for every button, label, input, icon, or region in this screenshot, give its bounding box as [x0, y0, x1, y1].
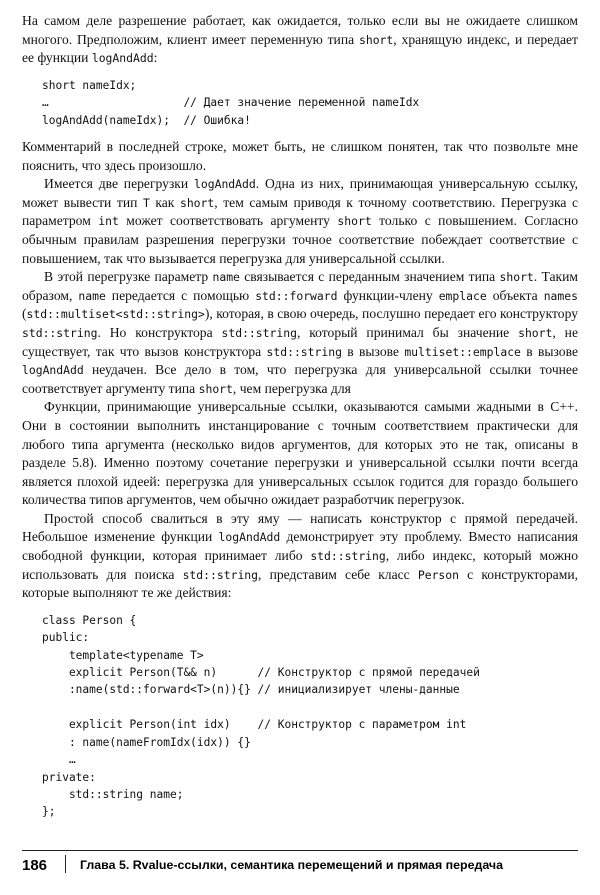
page-number: 186: [22, 857, 48, 874]
footer-divider: [65, 855, 66, 873]
page-body: [22, 12, 578, 830]
paragraph-3: Имеется две перегрузки logAndAdd. Одна из них, принимающая универсальную ссылку, может вывести тип T как short, тем самым приводя к точному соответствию. Перегрузка с параметром int может соответствовать аргументу short только с повышением. Согласно обычным правилам разрешения перегрузки точное соответствие побеждает соответствие с повышением, так что вызывается перегрузка для универсальной ссылки.: [22, 176, 578, 266]
chapter-title: Глава 5. Rvalue-ссылки, семантика перемещений и прямая передача: [80, 858, 503, 872]
paragraph-6: Простой способ свалиться в эту яму — написать конструктор с прямой передачей. Небольшое изменение функции logAndAdd демонстрирует эту проблему. Вместо написания свободной функции, которая принимает либо std::string, либо индекс, который можно использовать для поиска std::string, представим себе класс Person с конструкторами, которые выполняют те же действия:: [22, 510, 579, 601]
code-block-1: short nameIdx; … // Дает значение переменной nameIdx logAndAdd(nameIdx); // Ошибка!: [42, 78, 420, 127]
paragraph-5: Функции, принимающие универсальные ссылки, оказываются самыми жадными в C++. Они в состоянии выполнить инстанцирование с точным соответствием практически для любого типа аргумента (несколько видов аргументов, для которых это не так, описаны в разделе 5.8). Именно поэтому сочетание перегрузки и универсальной ссылки почти всегда является плохой идеей: перегрузка для универсальных ссылок годится для гораздо большего количества типов аргументов, чем обычно ожидает разработчик перегрузок.: [22, 399, 578, 508]
paragraph-1: На самом деле разрешение работает, как ожидается, только если вы не ожидаете слишком многого. Предположим, клиент имеет переменную типа short, хранящую индекс, и передает ее функции logAndAdd:: [22, 13, 578, 66]
paragraph-2: Комментарий в последней строке, может быть, не слишком понятен, так что позвольте мне пояснить, что здесь произошло.: [22, 139, 578, 173]
code-block-2: class Person { public: template<typename T> explicit Person(T&& n) // Конструктор с прямой передачей :name(std::forward<T>(n)){} // инициализирует члены-данные explicit Person(int idx) // Конструктор с параметром int : name(nameFromIdx(idx)) {} … private: std::string name; };: [42, 613, 480, 819]
page-footer: [22, 850, 578, 875]
paragraph-4: В этой перегрузке параметр name связывается с переданным значением типа short. Таким образом, name передается с помощью std::forward функции-члену emplace объекта names (std::multiset<std::string>), которая, в свою очередь, послушно передает его конструктору std::string. Но конструктора std::string, который принимал бы значение short, не существует, так что вызов конструктора std::string в вызове multiset::emplace в вызове logAndAdd неудачен. Все дело в том, что перегрузка для универсальной ссылки точнее соответствует аргументу типа short, чем перегрузка для: [22, 269, 578, 396]
